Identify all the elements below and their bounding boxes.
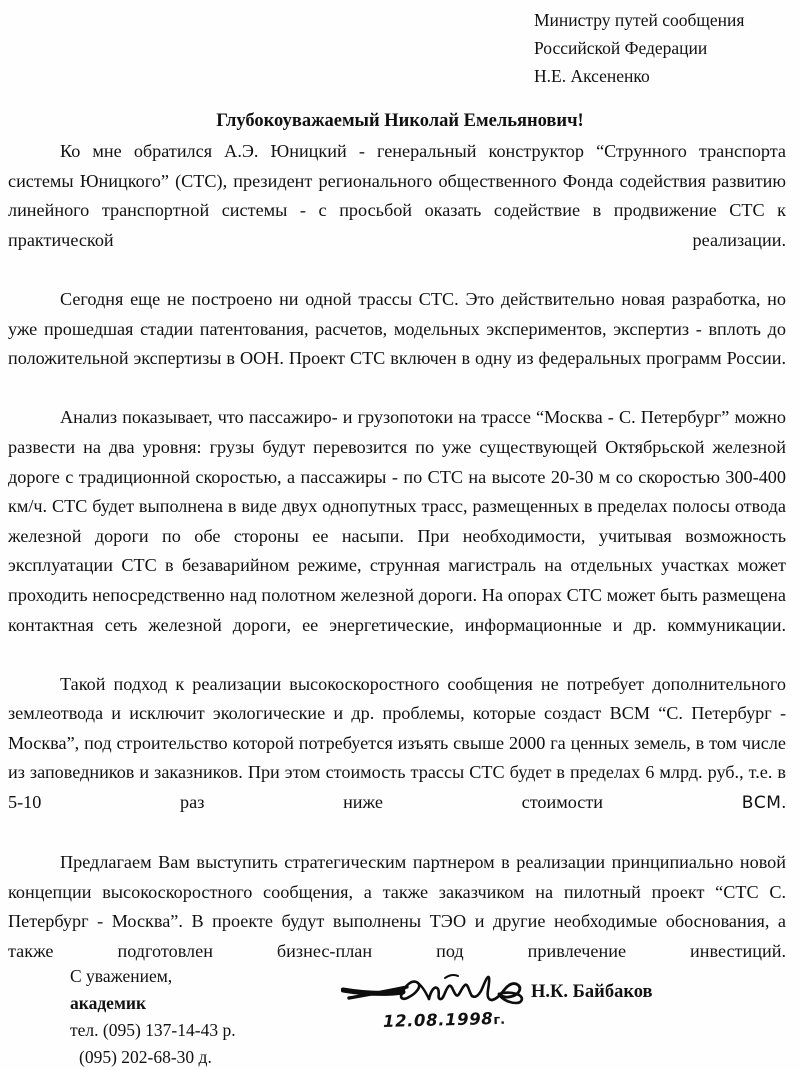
date-value: 12.08.1998 — [382, 1009, 494, 1031]
body-paragraph-4 — [8, 670, 786, 849]
body-paragraph-4-tail: . — [781, 792, 786, 813]
addressee-line-name: Н.Е. Аксененко — [534, 66, 650, 86]
addressee-block — [534, 6, 796, 90]
addressee-line-ministry: Министру путей сообщения — [534, 10, 745, 30]
phone-work: тел. (095) 137-14-43 р. — [70, 1020, 236, 1040]
phone-home: (095) 202-68-30 д. — [79, 1047, 212, 1067]
handwritten-date — [383, 1009, 506, 1031]
body-paragraph-2: Сегодня еще не построено ни одной трассы СТС. Это действительно новая разработка, но уже прошедшая стадии патентования, расчетов, модельных экспериментов, экспертиз - вплоть до положительной экспертизы в ООН. Проект СТС включен в одну из федеральных программ России. — [8, 288, 786, 369]
handwritten-signature-icon — [341, 972, 541, 1014]
signature-block — [70, 963, 236, 1070]
body-paragraph-4-text: Такой подход к реализации высокоскоростного сообщения не потребует дополнительного землеотвода и исключит экологические и др. проблемы, которые создаст ВСМ “С. Петербург - Москва”, под строительство которой потребуется изъять свыше 2000 га ценных земель, в том числе из заповедников и заказников. При этом стоимость трассы СТС будет в пределах 6 млрд. руб., т.е. в 5-10 раз ниже стоимости — [8, 673, 786, 813]
signer-name: Н.К. Байбаков — [531, 982, 653, 1002]
closing-phrase: С уважением, — [70, 966, 173, 986]
addressee-line-country: Российской Федерации — [534, 38, 708, 58]
body-paragraph-1: Ко мне обратился А.Э. Юницкий - генеральный конструктор “Струнного транспорта системы Юницкого” (СТС), президент регионального общественного Фонда содействия развитию линейного транспортной системы - с просьбой оказать содействие в продвижение СТС к практической реализации. — [8, 141, 786, 250]
letter-body — [8, 137, 786, 996]
signer-title: академик — [70, 993, 147, 1013]
body-paragraph-5: Предлагаем Вам выступить стратегическим партнером в реализации принципиально новой концепции высокоскоростного сообщения, а также заказчиком на пилотный проект “СТС С. Петербург - Москва”. В проекте будут выполнены ТЭО и другие необходимые обоснования, а также подготовлен бизнес-план под привлечение инвестиций. — [8, 852, 786, 962]
hand-corrected-term-vsm: ВСМ — [741, 793, 782, 814]
body-paragraph-3: Анализ показывает, что пассажиро- и грузопотоки на трассе “Москва - С. Петербург” можно развести на два уровня: грузы будут перевозится по уже существующей Октябрьской железной дороге с традиционной скоростью, а пассажиры - по СТС на высоте 20-30 м со скоростью 300-400 км/ч. СТС будет выполнена в виде двух однопутных трасс, размещенных в пределах полосы отвода железной дороги по обе стороны ее насыпи. При необходимости, учитывая возможность эксплуатации СТС в безаварийном режиме, струнная магистраль на отдельных участках может проходить непосредственно над полотном железной дороги. На опорах СТС может быть размещена контактная сеть железной дороги, ее энергетические, информационные и др. коммуникации. — [8, 407, 786, 635]
date-suffix: г. — [493, 1012, 506, 1029]
salutation: Глубокоуважаемый Николай Емельянович! — [216, 111, 584, 131]
